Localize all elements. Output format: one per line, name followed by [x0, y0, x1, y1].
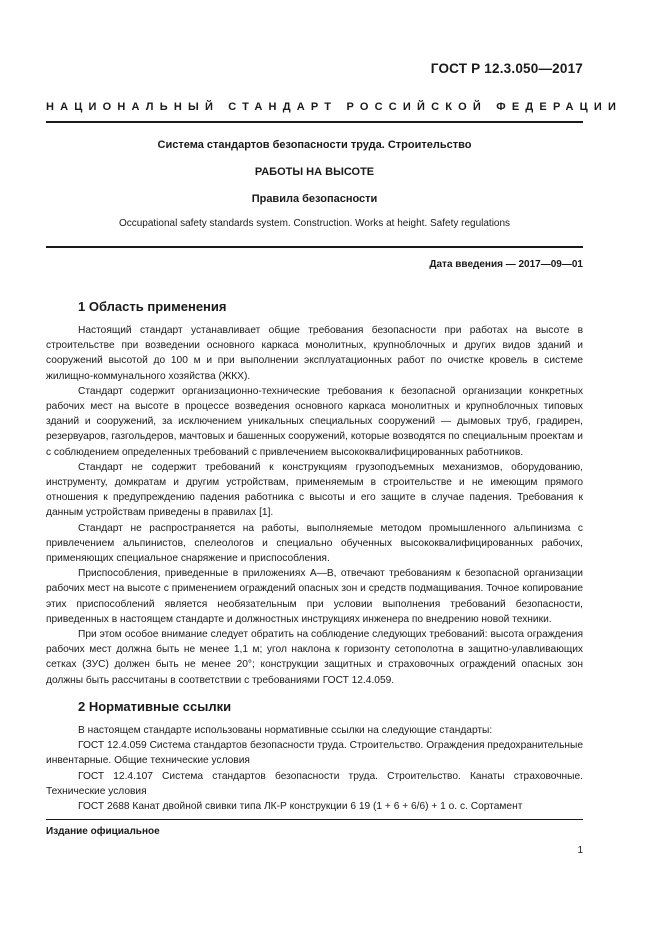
section-2-body [46, 723, 583, 814]
title-divider [46, 246, 583, 248]
normative-reference-item: ГОСТ 12.4.107 Система стандартов безопасности труда. Строительство. Канаты страховочные. Технические условия [46, 770, 583, 797]
top-divider [46, 121, 583, 123]
standards-system-title: Система стандартов безопасности труда. Строительство [157, 139, 472, 151]
footer-divider [46, 819, 583, 820]
english-title: Occupational safety standards system. Construction. Works at height. Safety regulations [118, 218, 511, 229]
section-1-title: 1 Область применения [78, 299, 227, 314]
section-1-body [46, 323, 583, 688]
section-1-paragraph: Приспособления, приведенные в приложениях А—В, отвечают требованиям к безопасной организации рабочих мест на высоте с применением ограждений опасных зон и средств подмащивания. Точное копирование этих приспособлений является необязательным при условии выполнения требований безопасности, приведенных в настоящем стандарте и должностных инструкциях инженера по внедрению новой техники. [46, 568, 583, 625]
section-2-paragraph: В настоящем стандарте использованы нормативные ссылки на следующие стандарты: [78, 725, 493, 736]
document-code: ГОСТ Р 12.3.050—2017 [430, 61, 583, 76]
normative-reference-item: ГОСТ 12.4.059 Система стандартов безопасности труда. Строительство. Ограждения предохранительные инвентарные. Общие технические условия [46, 740, 583, 767]
introduction-date: Дата введения — 2017—09—01 [429, 259, 583, 270]
section-2-title: 2 Нормативные ссылки [78, 699, 232, 714]
official-edition-label: Издание официальное [46, 826, 160, 837]
section-1-paragraph: При этом особое внимание следует обратить на соблюдение следующих требований: высота ограждения рабочих мест должна быть не менее 1,1 м; угол наклона к горизонту сетополотна в защитно-улавливающих сетках (ЗУС) должен быть не менее 20°; конструкции защитных и страховочных ограждений опасных зон должны быть рассчитаны в соответствии с требованиями ГОСТ 12.4.059. [46, 629, 583, 686]
national-standard-heading: НАЦИОНАЛЬНЫЙ СТАНДАРТ РОССИЙСКОЙ ФЕДЕРАЦИИ [46, 101, 623, 113]
page-number: 1 [577, 845, 583, 856]
section-1-paragraph: Стандарт не содержит требований к конструкциям грузоподъемных механизмов, оборудованию, инструменту, домкратам и другим устройствам, применяемым в строительстве и не имеющим прямого отношения к предупреждению падения работника с высоты и его защите в случае падения. Требования к данным устройствам приведены в правилах [1]. [46, 461, 583, 519]
document-subtitle: Правила безопасности [251, 193, 378, 205]
section-1-paragraph: Настоящий стандарт устанавливает общие требования безопасности при работах на высоте в строительстве при возведении основного каркаса монолитных, крупноблочных и других видов зданий и сооружений высотой до 100 м и при выполнении эксплуатационных работ по очистке кровель в системе жилищно-коммунального хозяйства (ЖКХ). [46, 325, 583, 382]
document-main-title: РАБОТЫ НА ВЫСОТЕ [254, 166, 375, 178]
section-1-paragraph: Стандарт не распространяется на работы, выполняемые методом промышленного альпинизма с привлечением альпинистов, спелеологов и специально обученных высококвалифицированных рабочих, применяющих специальное снаряжение и приспособления. [46, 522, 583, 565]
normative-reference-item: ГОСТ 2688 Канат двойной свивки типа ЛК-Р конструкции 6 19 (1 + 6 + 6/6) + 1 о. с. Сортамент [78, 801, 523, 813]
section-1-paragraph: Стандарт содержит организационно-технические требования к безопасной организации конкретных рабочих мест на высоте в процессе возведения основного каркаса монолитных и крупноблочных типовых зданий и сооружений, за исключением уникальных специальных сооружений — дымовых труб, градирен, резервуаров, газгольдеров, мачтовых и башенных сооружений, которые возводятся по специальным проектам и с соблюдением определенных требований с привлечением высококвалифицированных работников. [46, 385, 583, 458]
